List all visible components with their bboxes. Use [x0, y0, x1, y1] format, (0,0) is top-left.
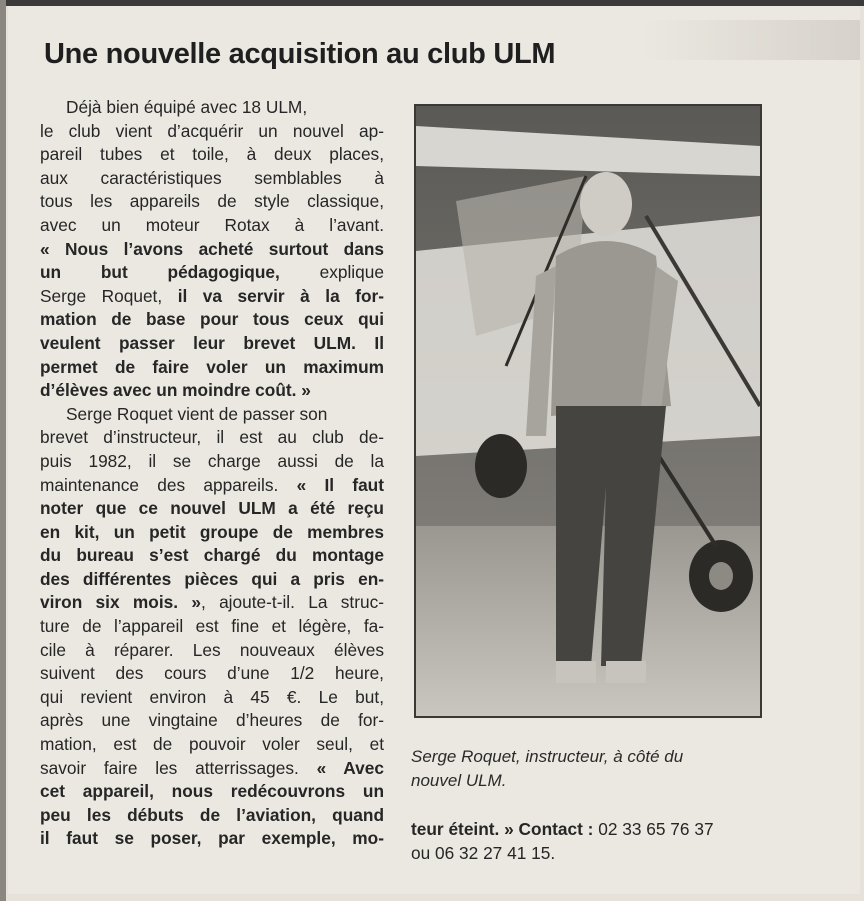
body-line: mation, est de pouvoir voler seul, et	[40, 734, 384, 755]
body-line	[40, 757, 384, 781]
body-line-part: « Avec	[316, 757, 384, 778]
contact-phone-2: ou 06 32 27 41 15.	[411, 842, 556, 863]
body-line: « Nous l’avons acheté surtout dans	[40, 238, 384, 259]
body-line	[40, 261, 384, 285]
body-line: pareil tubes et toile, à deux places,	[40, 144, 384, 165]
contact-phone-1: 02 33 65 76 37	[593, 819, 714, 839]
article-title: Une nouvelle acquisition au club ULM	[44, 38, 556, 70]
body-line: avec un moteur Rotax à l’avant.	[40, 214, 384, 235]
body-line: aux caractéristiques semblables à	[40, 167, 384, 188]
bleed-through-shadow	[640, 20, 860, 60]
body-line: cile à réparer. Les nouveaux élèves	[40, 639, 384, 660]
body-line: le club vient d’acquérir un nouvel ap-	[40, 120, 384, 141]
body-line	[40, 591, 384, 615]
body-line-part: viron six mois. »	[40, 592, 201, 613]
body-line	[40, 285, 384, 309]
body-line-part: un but pédagogique,	[40, 262, 280, 283]
body-line-part: maintenance des appareils.	[40, 474, 297, 495]
body-line: des différentes pièces qui a pris en-	[40, 568, 384, 589]
article-body-column	[40, 96, 384, 851]
contact-block	[411, 817, 761, 864]
body-line: en kit, un petit groupe de membres	[40, 521, 384, 542]
body-line: permet de faire voler un maximum	[40, 356, 384, 377]
body-line: brevet d’instructeur, il est au club de-	[40, 427, 384, 448]
body-line: noter que ce nouvel ULM a été reçu	[40, 498, 384, 519]
body-line-part: Serge Roquet,	[40, 285, 178, 306]
body-line-part: savoir faire les atterrissages.	[40, 757, 317, 778]
body-line: après une vingtaine d’heures de for-	[40, 710, 384, 731]
body-line: Déjà bien équipé avec 18 ULM,	[66, 97, 308, 117]
body-line: peu les débuts de l’aviation, quand	[40, 804, 384, 825]
caption-line: nouvel ULM.	[411, 770, 507, 790]
article-photo	[414, 104, 762, 718]
body-line: ture de l’appareil est fine et légère, fa-	[40, 616, 384, 637]
body-line: qui revient environ à 45 €. Le but,	[40, 686, 384, 707]
body-line: d’élèves avec un moindre coût. »	[40, 380, 311, 401]
body-line: mation de base pour tous ceux qui	[40, 309, 384, 330]
body-line: tous les appareils de style classique,	[40, 191, 384, 212]
body-line-part: explique	[279, 262, 384, 283]
photo-caption	[411, 745, 761, 792]
body-line: cet appareil, nous redécouvrons un	[40, 781, 384, 802]
body-line: veulent passer leur brevet ULM. Il	[40, 332, 384, 353]
body-line: puis 1982, il se charge aussi de la	[40, 450, 384, 471]
body-line: suivent des cours d’une 1/2 heure,	[40, 663, 384, 684]
body-line: il faut se poser, par exemple, mo-	[40, 828, 384, 849]
caption-line: Serge Roquet, instructeur, à côté du	[411, 747, 684, 766]
contact-lead: teur éteint. » Contact :	[411, 819, 594, 839]
body-line-part: il va servir à la for-	[177, 285, 384, 306]
body-line: du bureau s’est chargé du montage	[40, 545, 384, 566]
body-line: Serge Roquet vient de passer son	[66, 403, 328, 424]
body-line-part: « Il faut	[296, 474, 384, 495]
body-line	[40, 474, 384, 498]
body-line-part: , ajoute-t-il. La struc-	[200, 592, 384, 613]
